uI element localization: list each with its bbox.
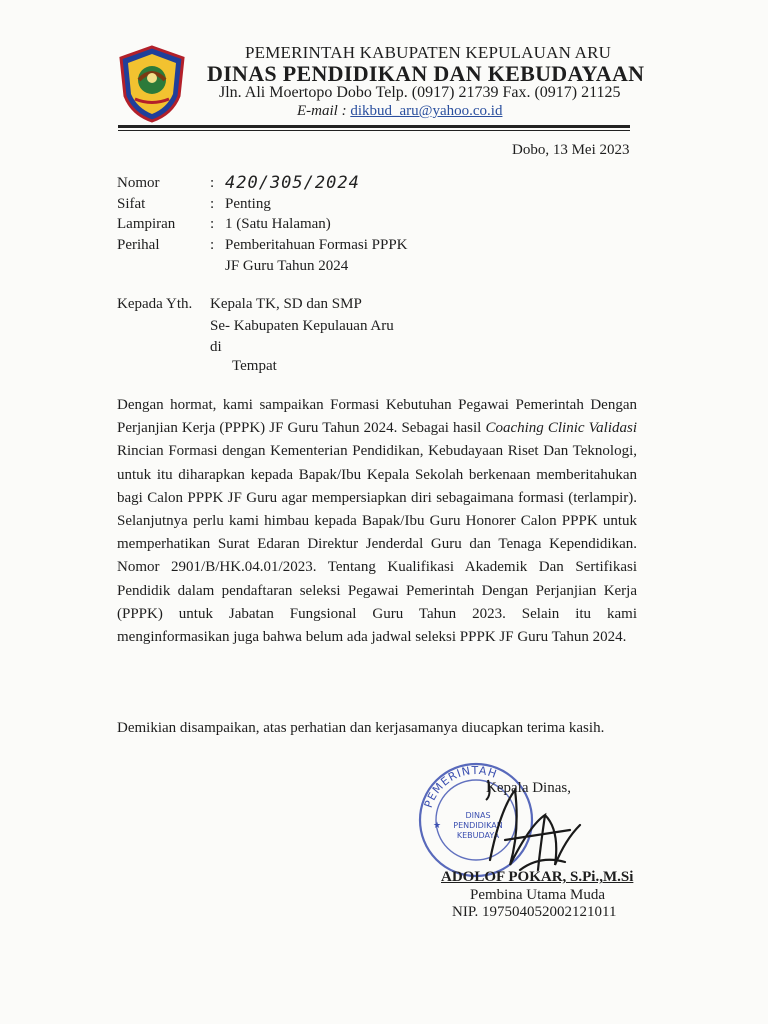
agency-name: DINAS PENDIDIKAN DAN KEBUDAYAAN: [207, 61, 645, 86]
recipient-label: Kepada Yth.: [117, 296, 193, 312]
body-text-italic: Coaching Clinic Validasi: [485, 420, 637, 437]
recipient-line2: Se- Kabupaten Kepulauan Aru: [210, 318, 394, 334]
lampiran-label: Lampiran: [117, 216, 176, 232]
letter-date: Dobo, 13 Mei 2023: [512, 142, 630, 158]
regency-crest-icon: [117, 44, 187, 124]
agency-email-line: [297, 103, 502, 120]
stamp-text-mid2: PENDIDIKAN: [453, 821, 503, 830]
lampiran-colon: :: [210, 216, 215, 232]
header-rule-thin: [118, 130, 630, 131]
signatory-title: Kepala Dinas,: [486, 780, 571, 796]
signatory-rank: Pembina Utama Muda: [470, 887, 605, 903]
nomor-label: Nomor: [117, 175, 160, 191]
perihal-colon: :: [210, 237, 215, 253]
recipient-line4: Tempat: [232, 358, 277, 374]
body-text-part2: Rincian Formasi dengan Kementerian Pendidikan, Kebudayaan Riset Dan Teknologi, untuk itu diharapkan kepada Bapak/Ibu Kepala Sekolah berkenaan memberitahukan bagi Calon PPPK JF Guru agar mempersiapkan diri sebagaimana formasi (terlampir). Selanjutnya perlu kami himbau kepada Bapak/Ibu Guru Honorer Calon PPPK untuk memperhatikan Surat Edaran Direktur Jenderdal Guru dan Tenaga Kependidikan. Nomor 2901/B/HK.04.01/2023. Tentang Kualifikasi Akademik Dan Sertifikasi Pendidik dalam pendaftaran seleksi Pegawai Pemerintah Dengan Perjanjian Kerja (PPPK) untuk Jabatan Fungsional Guru Tahun 2023. Selain itu kami menginformasikan juga bahwa belum ada jadwal seleksi PPPK JF Guru Tahun 2024.: [117, 443, 637, 646]
email-label: E-mail :: [297, 103, 347, 119]
sifat-value: Penting: [225, 196, 271, 212]
stamp-text-mid1: DINAS: [465, 811, 491, 820]
letter-body: [117, 394, 637, 649]
perihal-value-line1: Pemberitahuan Formasi PPPK: [225, 237, 408, 253]
stamp-text-mid3: KEBUDAYA: [456, 831, 500, 840]
perihal-label: Perihal: [117, 237, 160, 253]
agency-address: Jln. Ali Moertopo Dobo Telp. (0917) 21739 Fax. (0917) 21125: [219, 84, 621, 101]
lampiran-value: 1 (Satu Halaman): [225, 216, 331, 232]
svg-text:★: ★: [433, 821, 442, 831]
recipient-line3: di: [210, 339, 222, 355]
closing-sentence: Demikian disampaikan, atas perhatian dan kerjasamanya diucapkan terima kasih.: [117, 720, 605, 736]
government-name: PEMERINTAH KABUPATEN KEPULAUAN ARU: [245, 43, 612, 62]
signatory-nip: NIP. 197504052002121011: [452, 904, 617, 920]
signatory-name: ADOLOF POKAR, S.Pi.,M.Si: [441, 869, 634, 885]
recipient-line1: Kepala TK, SD dan SMP: [210, 296, 362, 312]
stamp-text-top: PEMERINTAH: [421, 763, 500, 810]
header-rule-thick: [118, 125, 630, 128]
email-link[interactable]: dikbud_aru@yahoo.co.id: [350, 103, 503, 119]
nomor-colon: :: [210, 175, 215, 191]
perihal-value-line2: JF Guru Tahun 2024: [225, 258, 349, 274]
sifat-label: Sifat: [117, 196, 146, 212]
nomor-value: 420/305/2024: [225, 173, 360, 193]
sifat-colon: :: [210, 196, 215, 212]
body-text-part1: Dengan hormat, kami sampaikan Formasi Kebutuhan Pegawai Pemerintah Dengan Perjanjian Kerja (PPPK) JF Guru Tahun 2024. Sebagai hasil: [117, 397, 637, 437]
